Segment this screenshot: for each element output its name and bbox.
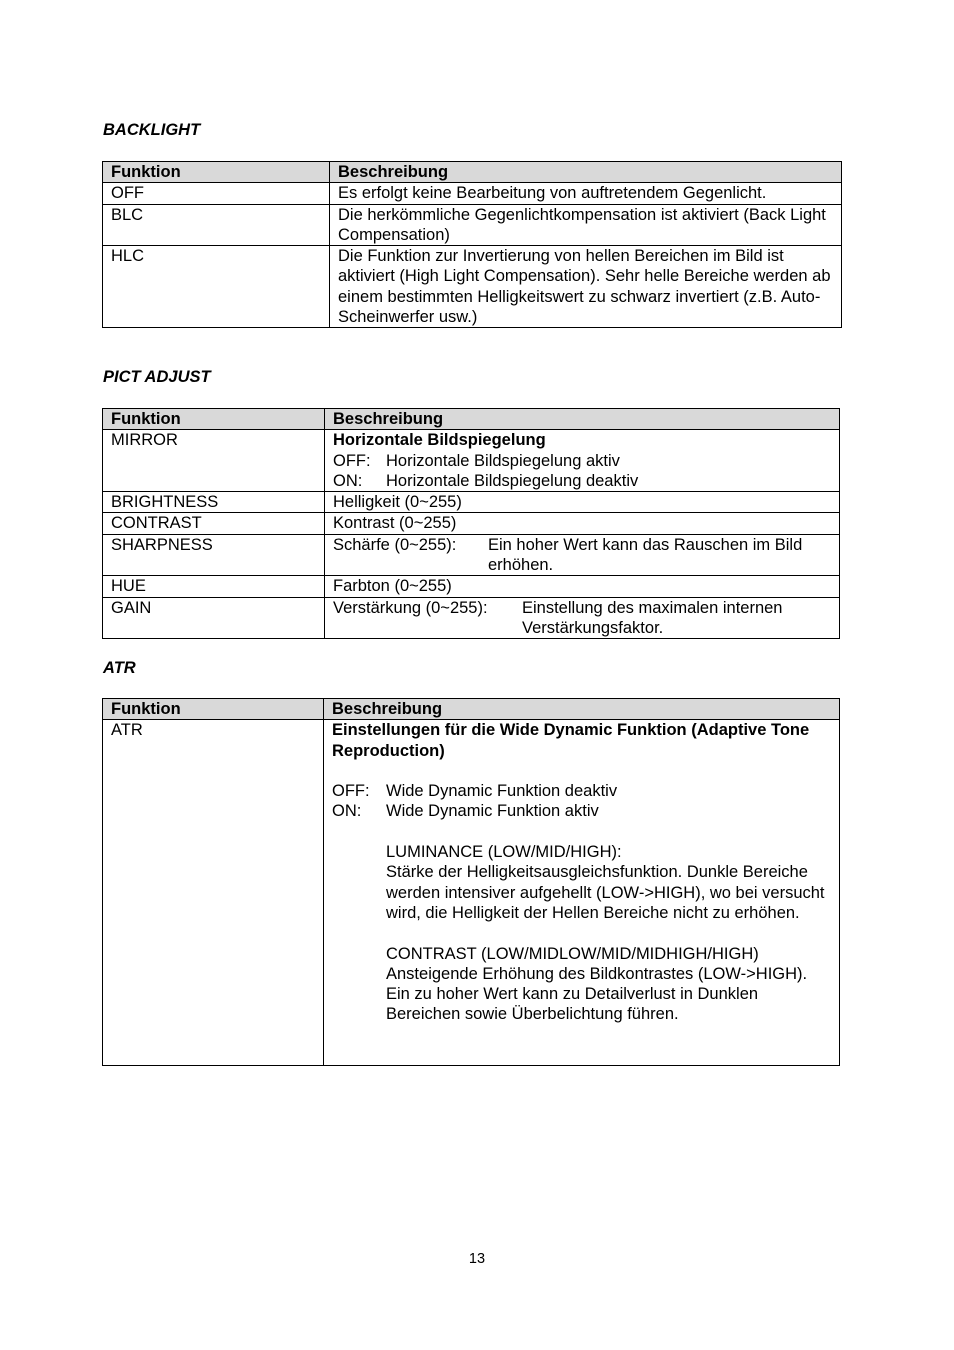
description-cell: Kontrast (0~255): [325, 513, 840, 534]
table-row: [103, 492, 840, 513]
atr-off-line: [332, 781, 825, 801]
option-value: Horizontale Bildspiegelung aktiv: [386, 451, 620, 470]
mirror-title: Horizontale Bildspiegelung: [333, 431, 546, 450]
table-row: [103, 720, 840, 1066]
table-header-row: [103, 162, 842, 183]
spacer: [332, 822, 825, 842]
function-cell: BLC: [103, 204, 330, 246]
mirror-off-line: [333, 451, 839, 471]
option-key: ON:: [332, 802, 362, 821]
table-row: [103, 246, 842, 328]
luminance-text: Stärke der Helligkeitsausgleichsfunktion. Dunkle Bereiche werden intensiver aufgehellt (LOW->HIGH), wo bei versucht wird, die Helligkeit der Hellen Bereiche nicht zu erhöhen.: [386, 863, 825, 922]
description-cell: [324, 720, 840, 1066]
description-cell: Es erfolgt keine Bearbeitung von auftretendem Gegenlicht.: [330, 183, 842, 204]
table-row: [103, 513, 840, 534]
column-header-function: Funktion: [103, 699, 324, 720]
atr-on-line: [332, 801, 825, 821]
table-row: [103, 430, 840, 492]
function-cell: HUE: [103, 576, 325, 597]
table-row: [103, 204, 842, 246]
atr-title: Einstellungen für die Wide Dynamic Funktion (Adaptive Tone Reproduction): [332, 721, 810, 760]
option-key: OFF:: [332, 782, 370, 801]
table-row: [103, 534, 840, 576]
page-number: 13: [468, 1251, 486, 1267]
backlight-heading: BACKLIGHT: [103, 121, 201, 139]
option-value: Wide Dynamic Funktion deaktiv: [386, 782, 618, 801]
pict-adjust-heading: PICT ADJUST: [103, 368, 211, 386]
mirror-on-line: [333, 471, 839, 491]
setting-label: Schärfe (0~255):: [333, 535, 457, 554]
backlight-table: [102, 161, 842, 328]
description-cell: [325, 430, 840, 492]
setting-description: Einstellung des maximalen internen Verstärkungsfaktor.: [522, 598, 783, 637]
atr-table: [102, 698, 840, 1066]
luminance-title: LUMINANCE (LOW/MID/HIGH):: [386, 843, 622, 862]
column-header-function: Funktion: [103, 409, 325, 430]
function-cell: SHARPNESS: [103, 534, 325, 576]
contrast-text: Ansteigende Erhöhung des Bildkontrastes (LOW->HIGH). Ein zu hoher Wert kann zu Detailverlust in Dunklen Bereichen sowie Überbelichtung führen.: [386, 964, 808, 1024]
column-header-description: Beschreibung: [325, 409, 840, 430]
option-value: Wide Dynamic Funktion aktiv: [386, 802, 599, 821]
description-cell: Die herkömmliche Gegenlichtkompensation ist aktiviert (Back Light Compensation): [330, 204, 842, 246]
table-row: [103, 597, 840, 639]
description-cell: Die Funktion zur Invertierung von hellen Bereichen im Bild ist aktiviert (High Light Compensation). Sehr helle Bereiche werden ab einem bestimmten Helligkeitswert zu schwarz invertiert (z.B. Auto-Scheinwerfer usw.): [330, 246, 842, 328]
atr-heading: ATR: [103, 659, 136, 677]
function-cell: MIRROR: [103, 430, 325, 492]
column-header-function: Funktion: [103, 162, 330, 183]
option-key: OFF:: [333, 451, 371, 470]
setting-description: Ein hoher Wert kann das Rauschen im Bild erhöhen.: [488, 535, 803, 575]
pict-adjust-table: [102, 408, 840, 639]
sharpness-line: [333, 535, 839, 576]
gain-line: [333, 598, 839, 639]
function-cell: ATR: [103, 720, 324, 1066]
function-cell: OFF: [103, 183, 330, 204]
description-cell: [325, 534, 840, 576]
column-header-description: Beschreibung: [324, 699, 840, 720]
contrast-title: CONTRAST (LOW/MIDLOW/MID/MIDHIGH/HIGH): [386, 944, 759, 963]
function-cell: CONTRAST: [103, 513, 325, 534]
table-header-row: [103, 409, 840, 430]
spacer: [332, 761, 825, 781]
table-row: [103, 576, 840, 597]
table-row: [103, 183, 842, 204]
function-cell: GAIN: [103, 597, 325, 639]
description-cell: Farbton (0~255): [325, 576, 840, 597]
spacer: [332, 923, 825, 943]
description-cell: [325, 597, 840, 639]
option-key: ON:: [333, 471, 363, 490]
function-cell: HLC: [103, 246, 330, 328]
column-header-description: Beschreibung: [330, 162, 842, 183]
setting-label: Verstärkung (0~255):: [333, 598, 488, 617]
table-header-row: [103, 699, 840, 720]
description-cell: Helligkeit (0~255): [325, 492, 840, 513]
option-value: Horizontale Bildspiegelung deaktiv: [386, 471, 639, 490]
function-cell: BRIGHTNESS: [103, 492, 325, 513]
